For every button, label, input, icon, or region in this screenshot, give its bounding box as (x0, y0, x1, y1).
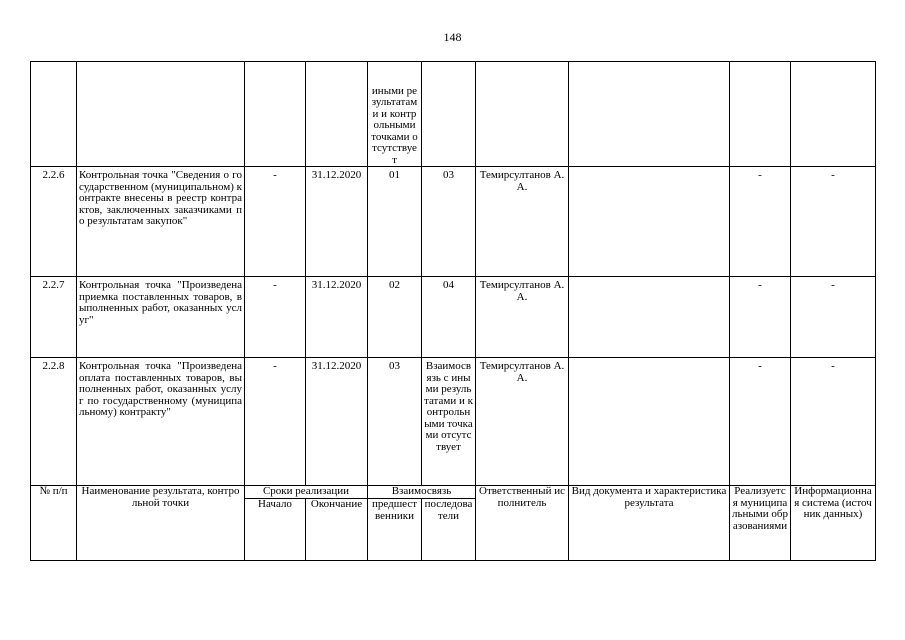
header-relation: Взаимосвязь (368, 486, 476, 499)
predecessors-cell: 02 (368, 277, 422, 358)
result-name-cell (77, 62, 245, 167)
info-system-cell (791, 62, 876, 167)
end-date-cell: 31.12.2020 (306, 358, 368, 486)
start-date-cell: - (245, 277, 306, 358)
row-number-cell (31, 62, 77, 167)
header-deadlines: Сроки реализации (245, 486, 368, 499)
table-row (31, 167, 876, 277)
info-system-cell: - (791, 277, 876, 358)
info-system-cell: - (791, 167, 876, 277)
start-date-cell (245, 62, 306, 167)
result-name-cell: Контрольная точка "Произведена оплата поставленных товаров, выполненных работ, оказанных услуг по государственному (муниципальному) контракту" (77, 358, 245, 486)
header-start: Начало (245, 499, 306, 561)
responsible-cell: Темирсултанов А.А. (476, 358, 569, 486)
info-system-cell: - (791, 358, 876, 486)
successors-cell: 04 (422, 277, 476, 358)
header-responsible: Ответственный исполнитель (476, 486, 569, 561)
row-number-cell: 2.2.7 (31, 277, 77, 358)
successors-cell: Взаимосвязь с иными результатами и контрольными точками отсутствует (422, 358, 476, 486)
table-row (31, 277, 876, 358)
header-num: № п/п (31, 486, 77, 561)
page-number: 148 (443, 30, 462, 44)
header-end: Окончание (306, 499, 368, 561)
municipal-cell: - (730, 358, 791, 486)
result-name-cell: Контрольная точка "Произведена приемка поставленных товаров, выполненных работ, оказанных услуг" (77, 277, 245, 358)
result-name-cell: Контрольная точка "Сведения о государственном (муниципальном) контракте внесены в реестр контрактов, заключенных заказчиками по результатам закупок" (77, 167, 245, 277)
responsible-cell: Темирсултанов А.А. (476, 167, 569, 277)
successors-cell (422, 62, 476, 167)
predecessors-cell: иными результатами и контрольными точками отсутствует (368, 62, 422, 167)
document-cell (569, 167, 730, 277)
end-date-cell: 31.12.2020 (306, 167, 368, 277)
start-date-cell: - (245, 167, 306, 277)
header-document: Вид документа и характеристика результата (569, 486, 730, 561)
table-row (31, 62, 876, 167)
predecessors-cell: 03 (368, 358, 422, 486)
header-municipal: Реализуется муниципальными образованиями (730, 486, 791, 561)
header-predecessors: предшественники (368, 499, 422, 561)
responsible-cell (476, 62, 569, 167)
start-date-cell: - (245, 358, 306, 486)
end-date-cell: 31.12.2020 (306, 277, 368, 358)
plan-table (30, 61, 876, 561)
row-number-cell: 2.2.8 (31, 358, 77, 486)
document-cell (569, 62, 730, 167)
header-info-system: Информационная система (источник данных) (791, 486, 876, 561)
document-cell (569, 358, 730, 486)
municipal-cell: - (730, 167, 791, 277)
table-row (31, 358, 876, 486)
municipal-cell (730, 62, 791, 167)
end-date-cell (306, 62, 368, 167)
row-number-cell: 2.2.6 (31, 167, 77, 277)
header-successors: последователи (422, 499, 476, 561)
municipal-cell: - (730, 277, 791, 358)
header-name: Наименование результата, контрольной точки (77, 486, 245, 561)
document-cell (569, 277, 730, 358)
responsible-cell: Темирсултанов А.А. (476, 277, 569, 358)
header-row (31, 486, 876, 499)
successors-cell: 03 (422, 167, 476, 277)
predecessors-cell: 01 (368, 167, 422, 277)
